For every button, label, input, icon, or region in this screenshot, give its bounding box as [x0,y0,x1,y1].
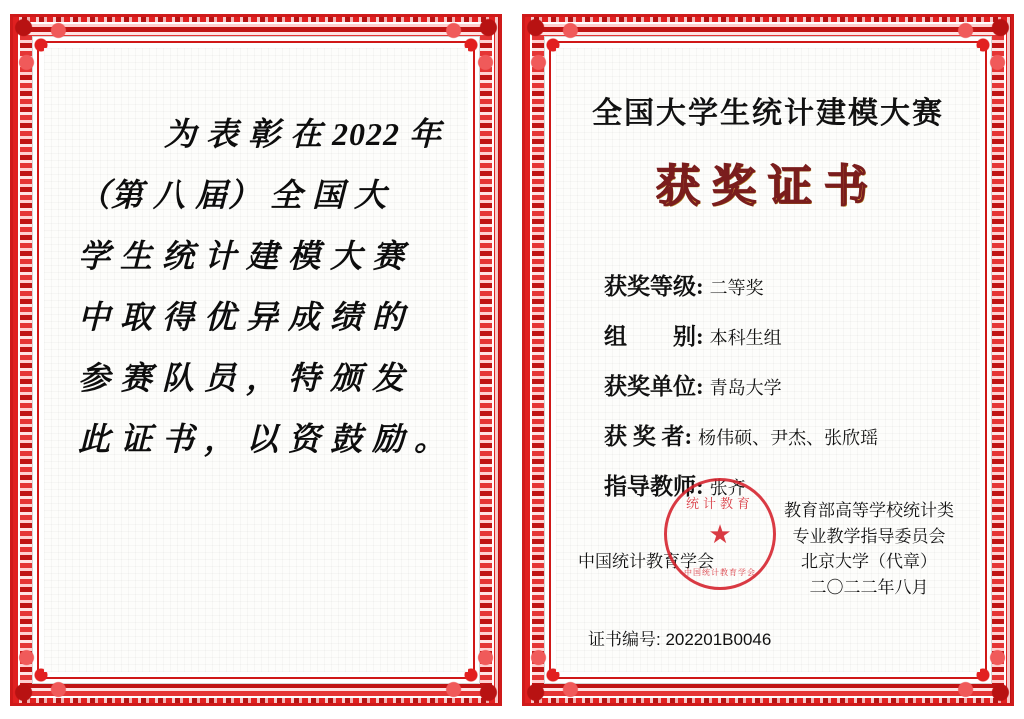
issuer-line: 二〇二二年八月 [809,577,929,597]
seal-star-icon: ★ [708,519,732,549]
seal-bottom-text: 中国统计教育学会 [684,568,756,577]
award-fields [556,268,980,501]
citation-line: 为 表 彰 在 2022 年 [164,116,443,152]
field-row-group [604,318,980,351]
field-value: 青岛大学 [709,378,782,398]
field-row-awardees [604,418,980,451]
signature-area [556,476,980,606]
field-row-institution [604,368,980,401]
left-page-content [44,48,468,672]
field-row-award-level [604,268,980,301]
certificate-heading: 获奖证书 [656,162,880,211]
certificate-number: 证书编号: 202201B0046 [588,630,772,649]
citation-line: 中 取 得 优 异 成 绩 的 [78,299,406,335]
field-label: 获 奖 者: [604,424,693,449]
field-label: 组 别: [604,324,704,349]
field-value: 张齐 [709,478,746,498]
citation-line: （第 八 届） 全 国 大 [78,177,388,213]
field-label: 指导教师: [604,474,704,499]
citation-line: 学 生 统 计 建 模 大 赛 [78,238,406,274]
citation-line: 参 赛 队 员 ， 特 颁 发 [78,360,406,396]
issuer-line: 教育部高等学校统计类 [784,501,954,520]
certificate-right-page [522,14,1014,706]
issuer-line: 专业教学指导委员会 [792,526,946,546]
competition-title: 全国大学生统计建模大赛 [592,97,944,130]
issuer-block [784,498,954,600]
citation-line: 此 证 书 ， 以 资 鼓 励 。 [78,421,448,457]
field-label: 获奖单位: [604,374,704,399]
right-page-content [556,48,980,672]
issuer-line: 北京大学（代章） [801,552,937,571]
seal-top-text: 统计教育 [685,496,754,511]
field-value: 二等奖 [709,278,764,298]
official-seal-icon [664,478,776,590]
issuing-society: 中国统计教育学会 [578,552,714,571]
citation-text [44,48,468,455]
field-label: 获奖等级: [604,274,704,299]
field-value: 杨伟硕、尹杰、张欣瑶 [698,428,879,448]
certificate-left-page [10,14,502,706]
field-value: 本科生组 [709,328,782,348]
